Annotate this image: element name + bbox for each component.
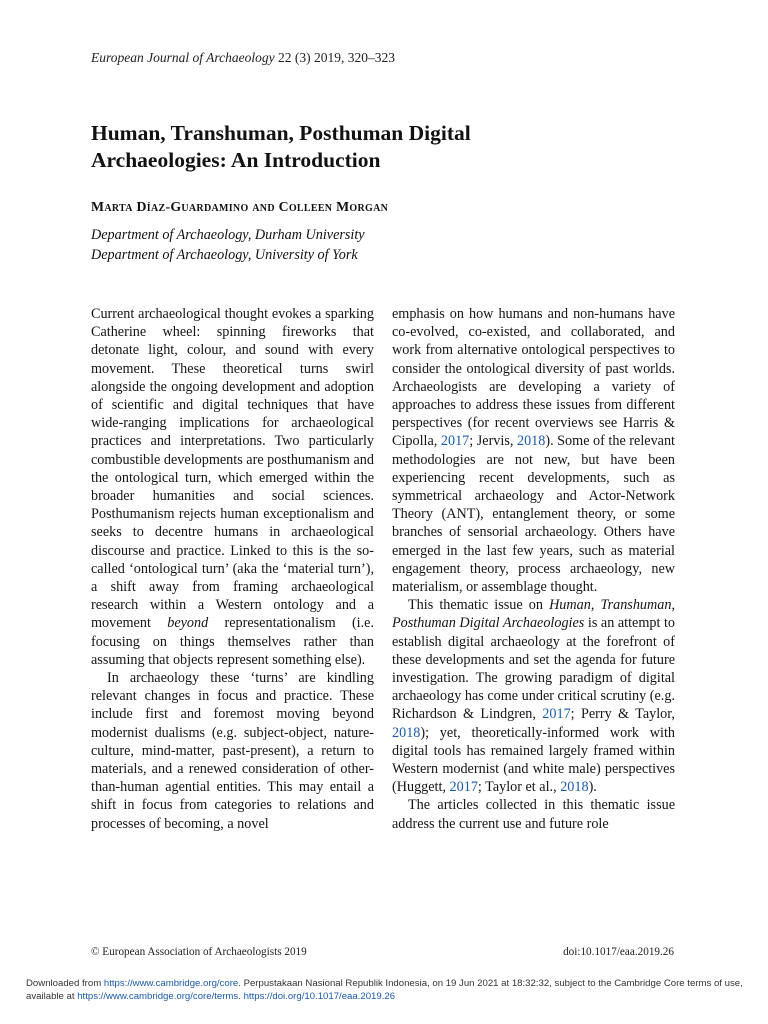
paragraph-intro	[91, 305, 374, 669]
paragraph-articles: The articles collected in this thematic issue address the current use and future role	[392, 797, 675, 832]
issue-title-italic: Human, Transhuman, Posthuman Digital Archaeologies	[392, 597, 675, 632]
body-column-left	[91, 305, 374, 833]
terms-link[interactable]: https://www.cambridge.org/core/terms	[77, 990, 239, 1002]
citation-link-huggett[interactable]: 2017	[449, 779, 478, 796]
text-run: is an attempt to establish digital archaeology at the forefront of these developments and set the agenda for future investigation. The growing paradigm of digital archaeology has come under critical scrutiny (e.g. Richardson & Lindgren,	[392, 615, 675, 723]
cambridge-core-link[interactable]: https://www.cambridge.org/core	[103, 978, 239, 989]
affiliation-durham: Department of Archaeology, Durham University	[91, 227, 365, 243]
title-line-1: Human, Transhuman, Posthuman Digital	[91, 121, 471, 145]
paragraph-turns: In archaeology these ‘turns’ are kindling relevant changes in focus and practice. These include first and foremost moving beyond modernist dualisms (e.g. subject-object, nature-culture, mind-matter, past-present), a return to materials, and a renewed consideration of other-than-human agential entities. This may entail a shift in focus from categories to relations and processes of becoming, a novel	[91, 670, 374, 832]
journal-name: European Journal of Archaeology	[91, 50, 275, 65]
citation-link-jervis[interactable]: 2018	[516, 433, 546, 450]
text-run: representationalism (i.e. focusing on things themselves rather than assuming that objects represent something else).	[91, 615, 375, 668]
text-run: .	[238, 990, 244, 1002]
text-run: ; Taylor et al.,	[477, 779, 561, 796]
text-run: ; Perry & Taylor,	[570, 706, 675, 723]
text-run: This thematic issue on	[408, 597, 550, 614]
text-run: Current archaeological thought evokes a sparking Catherine wheel: spinning fireworks that detonate light, colour, and sound with every movement. These theoretical turns swirl alongside the ongoing development and adoption of scientific and digital techniques that have wide-ranging implications for archaeological practices and interpretations. Two particularly combustible developments are posthumanism and the ontological turn, which emerged within the broader humanities and social sciences. Posthumanism rejects human exceptionalism and seeks to decentre humans in archaeological discourse and practice. Linked to this is the so-called ‘ontological turn’ (aka the ‘material turn’), a shift away from framing archaeological research within a Western ontology and a movement	[91, 306, 374, 632]
affiliation-york: Department of Archaeology, University of York	[91, 247, 358, 263]
text-run: . Perpustakaan Nasional Republik Indonesia, on 19 Jun 2021 at 18:32:32, subject to the Cambridge Core terms of use, available at	[26, 978, 743, 1002]
doi-label: doi:10.1017/eaa.2019.26	[563, 946, 674, 958]
title-line-2: Archaeologies: An Introduction	[91, 148, 381, 172]
copyright-notice: © European Association of Archaeologists 2019	[91, 946, 307, 958]
citation-link-harris[interactable]: 2017	[440, 433, 470, 450]
download-notice	[26, 978, 750, 1003]
journal-citation: 22 (3) 2019, 320–323	[274, 50, 395, 65]
emphasis-beyond: beyond	[167, 615, 209, 632]
doi-link[interactable]: https://doi.org/10.1017/eaa.2019.26	[243, 990, 396, 1002]
text-run: emphasis on how humans and non-humans have co-evolved, co-existed, and collaborated, and work from alternative ontological perspectives to consider the ontological diversity of past worlds. Archaeologists are developing a variety of approaches to address these issues from different perspectives (for recent overviews see Harris & Cipolla,	[392, 306, 675, 450]
journal-header	[91, 50, 395, 66]
citation-link-richardson[interactable]: 2017	[542, 706, 571, 723]
article-title	[91, 120, 651, 174]
author-names: Marta Díaz-Guardamino and Colleen Morgan	[91, 199, 389, 214]
affiliations	[91, 225, 365, 265]
text-run: Downloaded from	[26, 978, 104, 989]
text-run: ). Some of the relevant methodologies are not new, but have been experiencing recent developments, such as symmetrical archaeology and Actor-Network Theory (ANT), entanglement theory, or some branches of sensorial archaeology. Others have emerged in the last few years, such as material engagement theory, process archaeology, new materialism, or assemblage thought.	[392, 433, 675, 596]
citation-link-perry[interactable]: 2018	[392, 724, 421, 741]
paragraph-thematic-issue	[392, 596, 675, 796]
text-run: ; Jervis,	[469, 433, 517, 450]
text-run: ); yet, theoretically-informed work with digital tools has remained largely framed within Western modernist (and white male) perspectives (Huggett,	[392, 724, 675, 796]
body-column-right	[392, 305, 675, 833]
text-run: ).	[588, 779, 597, 796]
citation-link-taylor[interactable]: 2018	[560, 779, 589, 796]
paragraph-continued	[392, 305, 675, 596]
page-footer	[91, 946, 674, 958]
